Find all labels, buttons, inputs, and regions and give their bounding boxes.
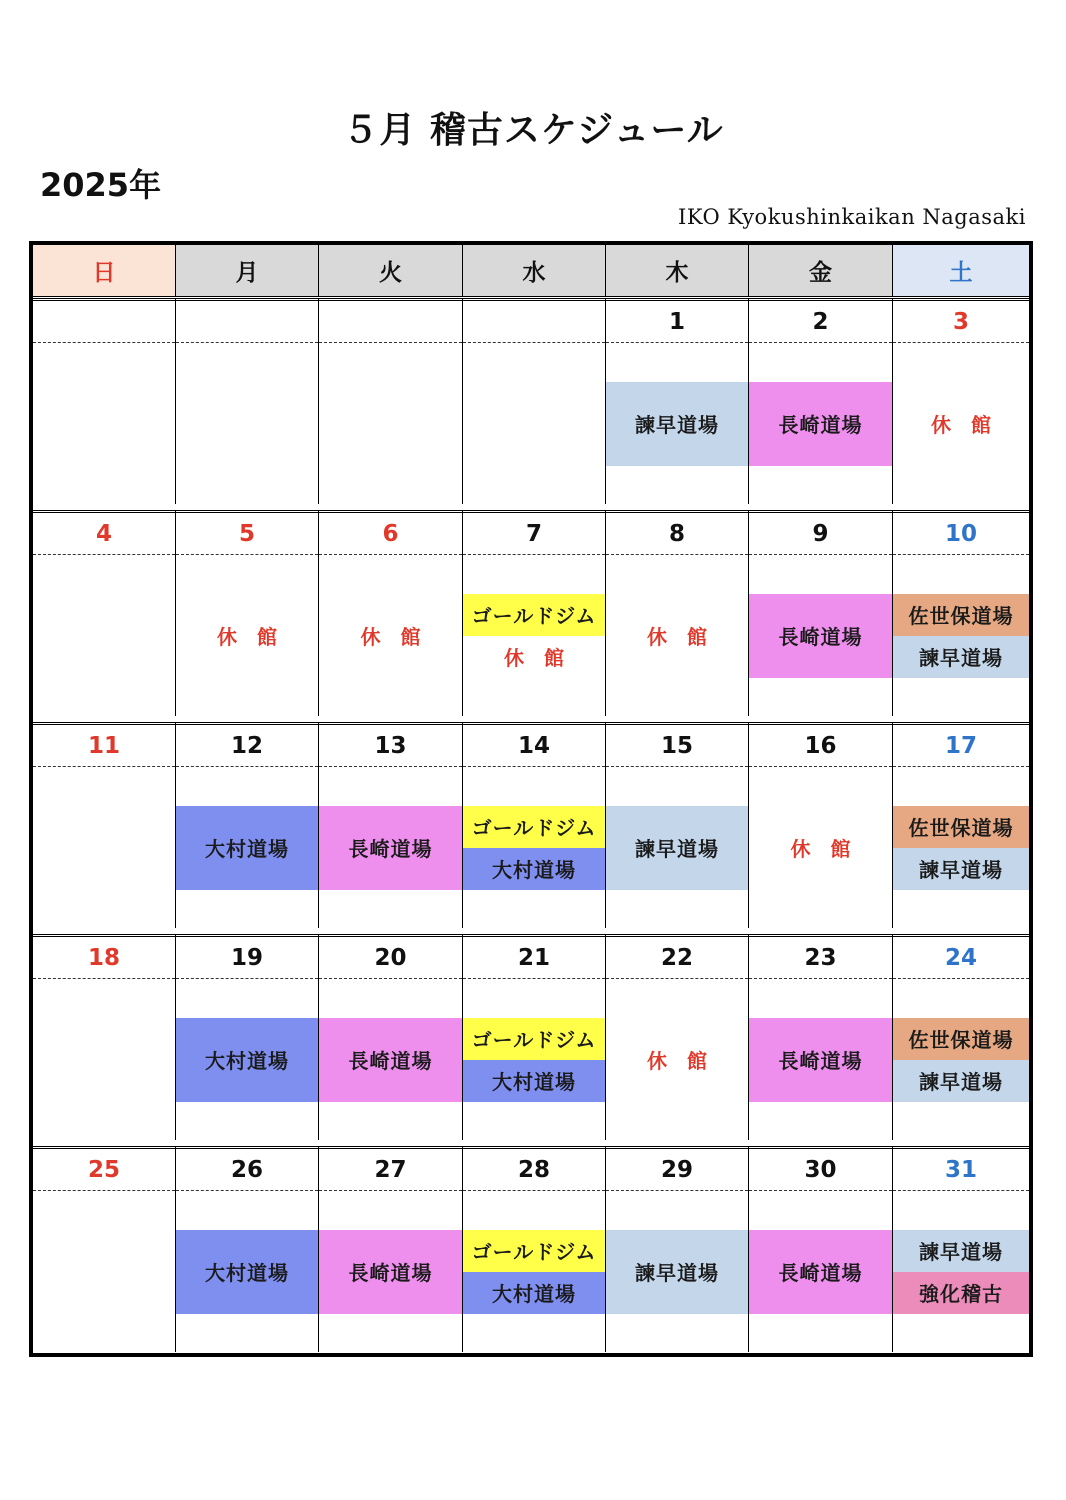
dojo-event-nagasaki: 長崎道場 [749,382,892,466]
calendar-day-cell [319,510,463,716]
dojo-event-nagasaki: 長崎道場 [319,806,462,890]
day-number [463,302,605,343]
closed-label: 休 館 [217,625,277,649]
closed-label: 休 館 [647,1049,707,1073]
day-number: 8 [606,514,748,555]
calendar-day-cell [749,298,893,504]
calendar-day-cell [749,934,893,1140]
day-number: 25 [33,1150,175,1191]
day-events [606,555,748,716]
closed-label: 休 館 [360,625,421,649]
day-events [606,979,748,1140]
calendar-day-cell [606,510,749,716]
day-events [33,979,175,1140]
day-number: 20 [319,938,462,979]
day-events [606,767,748,928]
day-number: 3 [893,302,1029,343]
day-number: 29 [606,1150,748,1191]
calendar-day-cell [606,934,749,1140]
dojo-event-omura: 大村道場 [176,1230,318,1314]
day-events [463,1191,605,1352]
day-events [33,1191,175,1352]
day-number: 12 [176,726,318,767]
day-number: 9 [749,514,892,555]
calendar-day-cell [463,510,606,716]
day-number: 2 [749,302,892,343]
dojo-event-kyoka: 強化稽古 [893,1272,1029,1314]
dojo-event-nagasaki: 長崎道場 [319,1018,462,1102]
day-number: 13 [319,726,462,767]
day-events [893,555,1029,716]
calendar-day-cell [463,1146,606,1352]
dojo-event-sasebo: 佐世保道場 [893,806,1029,848]
calendar-day-cell [319,1146,463,1352]
day-number: 4 [33,514,175,555]
day-number: 10 [893,514,1029,555]
calendar-day-cell [606,298,749,504]
day-number: 30 [749,1150,892,1191]
dojo-event-omura: 大村道場 [176,806,318,890]
dojo-event-omura: 大村道場 [463,1272,605,1314]
day-events [606,1191,748,1352]
day-number: 5 [176,514,318,555]
day-number: 21 [463,938,605,979]
weekday-header-thu: 木 [606,245,749,296]
day-number: 17 [893,726,1029,767]
day-events [33,555,175,716]
dojo-event-sasebo: 佐世保道場 [893,1018,1029,1060]
calendar-day-cell [606,1146,749,1352]
day-number: 23 [749,938,892,979]
calendar-day-cell [319,934,463,1140]
day-events [176,979,318,1140]
day-number: 6 [319,514,462,555]
weekday-header-tue: 火 [319,245,463,296]
calendar-day-cell [893,934,1029,1140]
calendar-week-row [33,934,1029,1140]
dojo-event-nagasaki: 長崎道場 [749,594,892,678]
day-events [176,555,318,716]
day-number: 24 [893,938,1029,979]
day-number: 15 [606,726,748,767]
calendar-day-cell [176,934,319,1140]
calendar-day-cell [176,510,319,716]
day-events [749,555,892,716]
calendar-grid [29,241,1033,1357]
dojo-event-isahaya: 諫早道場 [893,848,1029,890]
day-events [33,767,175,928]
dojo-event-nagasaki: 長崎道場 [749,1018,892,1102]
calendar-day-cell [176,298,319,504]
dojo-event-gold: ゴールドジム [463,806,605,848]
calendar-week-row [33,510,1029,716]
calendar-day-cell [319,722,463,928]
dojo-event-isahaya: 諫早道場 [893,636,1029,678]
day-events [176,343,318,504]
day-number: 11 [33,726,175,767]
day-number: 27 [319,1150,462,1191]
dojo-event-gold: ゴールドジム [463,594,605,636]
day-number: 14 [463,726,605,767]
calendar-day-cell [463,934,606,1140]
day-number: 18 [33,938,175,979]
day-number [319,302,462,343]
calendar-day-cell [33,298,176,504]
calendar-week-row [33,722,1029,928]
page-title: ５月 稽古スケジュール [342,109,724,151]
weekday-header-fri: 金 [749,245,893,296]
weekday-header-wed: 水 [463,245,606,296]
weekday-header-sun: 日 [33,245,176,296]
day-events [33,343,175,504]
day-number: 26 [176,1150,318,1191]
weekday-header-mon: 月 [176,245,319,296]
calendar-day-cell [749,510,893,716]
day-events [176,1191,318,1352]
dojo-event-isahaya: 諫早道場 [893,1060,1029,1102]
organization-name: IKO Kyokushinkaikan Nagasaki [678,205,1026,229]
closed-label: 休 館 [931,413,991,437]
calendar-day-cell [176,1146,319,1352]
day-events [319,555,462,716]
day-events [893,343,1029,504]
dojo-event-omura: 大村道場 [176,1018,318,1102]
calendar-day-cell [33,934,176,1140]
day-events [749,767,892,928]
day-events [893,767,1029,928]
day-events [463,555,605,716]
day-events [749,979,892,1140]
day-events [893,1191,1029,1352]
calendar-day-cell [33,510,176,716]
closed-label: 休 館 [647,625,707,649]
calendar-day-cell [176,722,319,928]
calendar-day-cell [33,1146,176,1352]
dojo-event-gold: ゴールドジム [463,1018,605,1060]
dojo-event-isahaya: 諫早道場 [606,1230,748,1314]
closed-label: 休 館 [790,837,851,861]
day-number: 28 [463,1150,605,1191]
day-number: 16 [749,726,892,767]
day-events [749,1191,892,1352]
day-number: 7 [463,514,605,555]
weekday-header-sat: 土 [893,245,1029,296]
day-events [463,767,605,928]
dojo-event-gold: ゴールドジム [463,1230,605,1272]
day-events [319,343,462,504]
calendar-day-cell [319,298,463,504]
calendar-day-cell [606,722,749,928]
dojo-event-omura: 大村道場 [463,848,605,890]
dojo-event-isahaya: 諫早道場 [893,1230,1029,1272]
dojo-event-isahaya: 諫早道場 [606,806,748,890]
day-events [319,979,462,1140]
day-number: 1 [606,302,748,343]
calendar-day-cell [463,298,606,504]
calendar-day-cell [893,510,1029,716]
day-events [893,979,1029,1140]
dojo-event-nagasaki: 長崎道場 [319,1230,462,1314]
day-events [319,1191,462,1352]
calendar-day-cell [33,722,176,928]
dojo-event-omura: 大村道場 [463,1060,605,1102]
day-number [33,302,175,343]
day-events [319,767,462,928]
calendar-week-row [33,1146,1029,1352]
year-label: 2025年 [40,166,162,204]
closed-label: 休 館 [504,646,564,670]
day-number: 31 [893,1150,1029,1191]
day-number [176,302,318,343]
day-number: 22 [606,938,748,979]
day-events [749,343,892,504]
day-number: 19 [176,938,318,979]
day-events [606,343,748,504]
dojo-event-nagasaki: 長崎道場 [749,1230,892,1314]
weekday-header-row [33,245,1029,297]
calendar-day-cell [749,722,893,928]
calendar-day-cell [893,298,1029,504]
calendar-week-row [33,298,1029,504]
dojo-event-sasebo: 佐世保道場 [893,594,1029,636]
day-events [463,343,605,504]
calendar-day-cell [893,1146,1029,1352]
day-events [176,767,318,928]
calendar-day-cell [749,1146,893,1352]
calendar-day-cell [463,722,606,928]
dojo-event-isahaya: 諫早道場 [606,382,748,466]
day-events [463,979,605,1140]
calendar-day-cell [893,722,1029,928]
